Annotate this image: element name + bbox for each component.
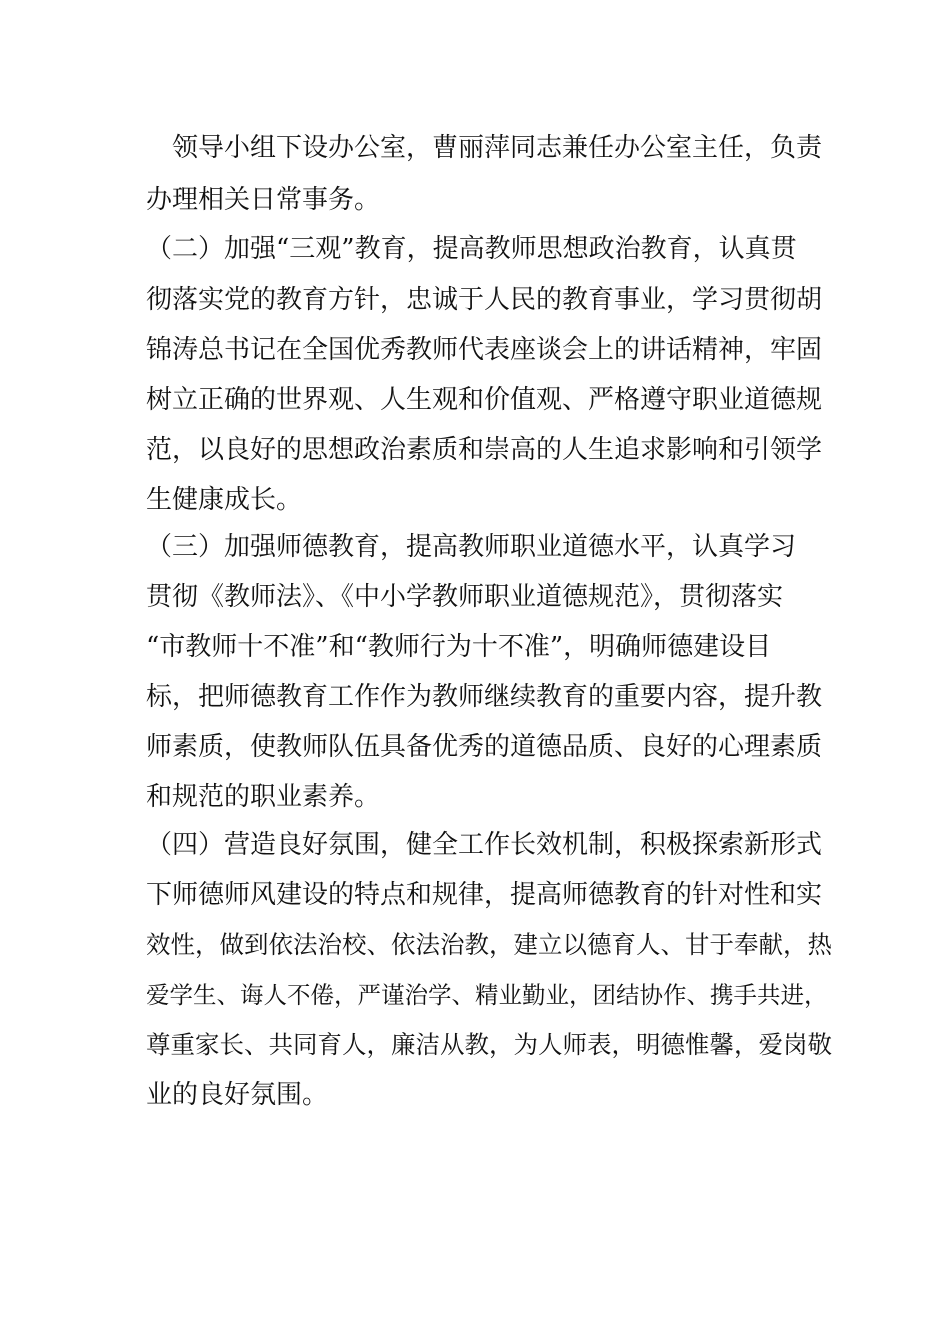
paragraph-4-line-3: 效性，做到依法治校、依法治教，建立以德育人、甘于奉献，热 (146, 930, 832, 959)
paragraph-4-line-1: （四）营造良好氛围，健全工作长效机制，积极探索新形式 (146, 830, 823, 860)
paragraph-4-line-4: 爱学生、诲人不倦，严谨治学、精业勤业，团结协作、携手共进， (146, 981, 828, 1009)
paragraph-3-line-3: “市教师十不准”和“教师行为十不准”，明确师德建设目 (146, 632, 772, 662)
paragraph-4-line-2: 下师德师风建设的特点和规律，提高师德教育的针对性和实 (146, 880, 823, 910)
paragraph-3-line-4: 标，把师德教育工作作为教师继续教育的重要内容，提升教 (146, 682, 823, 712)
paragraph-2-line-1: （二）加强“三观”教育，提高教师思想政治教育，认真贯 (146, 234, 797, 264)
paragraph-4-line-5: 尊重家长、共同育人，廉洁从教，为人师表，明德惟馨，爱岗敬 (146, 1030, 832, 1059)
paragraph-1-line-2: 办理相关日常事务。 (146, 185, 381, 215)
paragraph-3-line-2: 贯彻《教师法》、《中小学教师职业道德规范》，贯彻落实 (146, 582, 784, 612)
paragraph-2-line-2: 彻落实党的教育方针，忠诚于人民的教育事业，学习贯彻胡 (146, 285, 823, 315)
paragraph-3-line-6: 和规范的职业素养。 (146, 782, 381, 812)
paragraph-1-line-1: 领导小组下设办公室，曹丽萍同志兼任办公室主任，负责 (146, 133, 823, 163)
paragraph-2-line-4: 树立正确的世界观、人生观和价值观、严格遵守职业道德规 (146, 385, 823, 415)
paragraph-4-line-6: 业的良好氛围。 (146, 1080, 329, 1110)
paragraph-3-line-1: （三）加强师德教育，提高教师职业道德水平，认真学习 (146, 532, 797, 562)
paragraph-2-line-6: 生健康成长。 (146, 485, 303, 515)
paragraph-3-line-5: 师素质，使教师队伍具备优秀的道德品质、良好的心理素质 (146, 732, 823, 762)
paragraph-2-line-5: 范，以良好的思想政治素质和崇高的人生追求影响和引领学 (146, 435, 823, 465)
paragraph-2-line-3: 锦涛总书记在全国优秀教师代表座谈会上的讲话精神，牢固 (146, 335, 823, 365)
